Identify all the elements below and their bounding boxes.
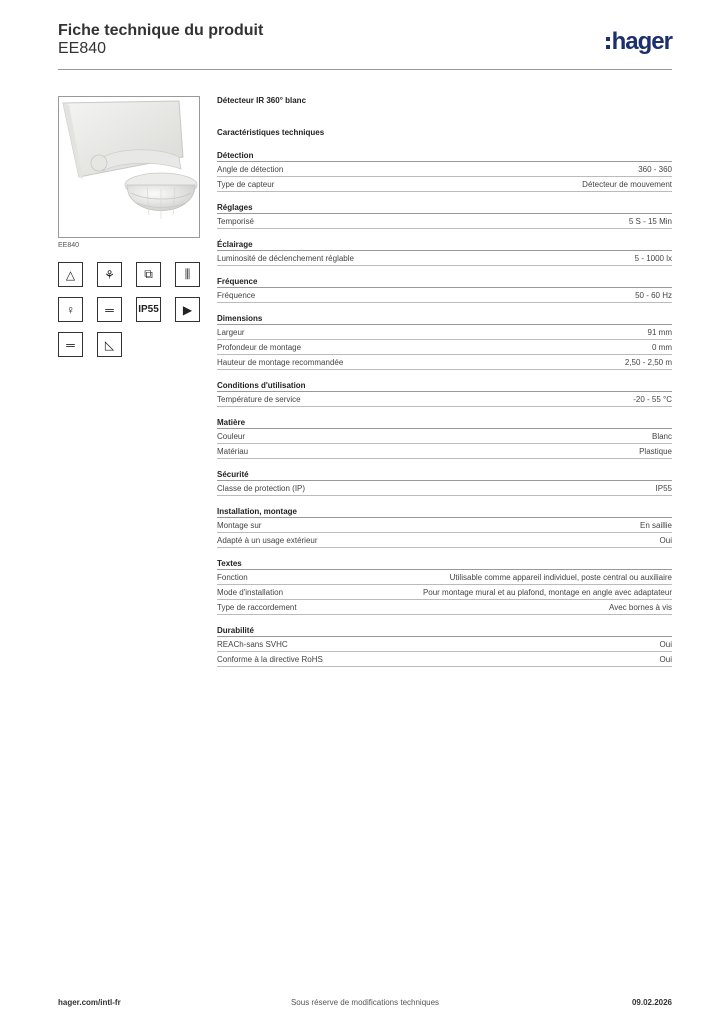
spec-label: Conforme à la directive RoHS: [217, 655, 323, 664]
spec-row: [217, 518, 672, 533]
section-title: Conditions d'utilisation: [217, 379, 672, 392]
section-title: Réglages: [217, 201, 672, 214]
spec-section: [217, 416, 672, 459]
product-image: [58, 96, 200, 238]
spec-sections: [217, 149, 672, 667]
section-title: Éclairage: [217, 238, 672, 251]
document-title: Fiche technique du produit: [58, 22, 264, 39]
spec-row: [217, 637, 672, 652]
spec-label: Angle de détection: [217, 165, 284, 174]
spec-label: Mode d'installation: [217, 588, 284, 597]
spec-value: Plastique: [639, 447, 672, 456]
spec-section: [217, 379, 672, 407]
spec-row: [217, 214, 672, 229]
spec-content: [217, 96, 672, 667]
spec-row: [217, 251, 672, 266]
spec-value: Oui: [659, 655, 672, 664]
tube-lamp-icon: ═: [97, 297, 122, 322]
spec-value: 91 mm: [647, 328, 672, 337]
spec-value: Oui: [659, 536, 672, 545]
spec-row: [217, 177, 672, 192]
spec-row: [217, 481, 672, 496]
spec-section: [217, 505, 672, 548]
spec-row: [217, 652, 672, 667]
spec-label: Temporisé: [217, 217, 254, 226]
logo-mark-icon: [606, 33, 610, 51]
spec-value: 5 - 1000 lx: [634, 254, 672, 263]
hager-logo: [606, 28, 672, 56]
fluorescent-tube-icon: ═: [58, 332, 83, 357]
spec-row: [217, 585, 672, 600]
spec-section: [217, 624, 672, 667]
section-title: Fréquence: [217, 275, 672, 288]
spec-row: [217, 325, 672, 340]
spec-row: [217, 600, 672, 615]
section-title: Installation, montage: [217, 505, 672, 518]
spec-value: Oui: [659, 640, 672, 649]
section-title: Détection: [217, 149, 672, 162]
spec-section: [217, 275, 672, 303]
section-title: Matière: [217, 416, 672, 429]
section-title: Dimensions: [217, 312, 672, 325]
spec-label: Type de raccordement: [217, 603, 297, 612]
spec-row: [217, 570, 672, 585]
spec-label: Classe de protection (IP): [217, 484, 306, 493]
spec-label: Profondeur de montage: [217, 343, 302, 352]
spec-heading: Caractéristiques techniques: [217, 128, 325, 137]
spec-value: Avec bornes à vis: [609, 603, 672, 612]
image-caption: EE840: [58, 242, 80, 249]
spec-row: [217, 162, 672, 177]
spec-row: [217, 533, 672, 548]
spec-label: Hauteur de montage recommandée: [217, 358, 344, 367]
spec-row: [217, 288, 672, 303]
spec-label: Couleur: [217, 432, 246, 441]
spec-label: Adapté à un usage extérieur: [217, 536, 318, 545]
bulb-socket-icon: ⚘: [97, 262, 122, 287]
spec-section: [217, 557, 672, 615]
motion-detector-icon: ⧉: [136, 262, 161, 287]
motion-detector-illustration: [59, 97, 200, 238]
fluorescent-lamp-icon: ⫼: [175, 262, 200, 287]
spec-value: 50 - 60 Hz: [635, 291, 672, 300]
spec-row: [217, 355, 672, 370]
wall-angle-mount-icon: ◺: [97, 332, 122, 357]
spec-row: [217, 340, 672, 355]
spec-section: [217, 238, 672, 266]
page-header: [58, 20, 672, 70]
spec-value: 5 S - 15 Min: [628, 217, 672, 226]
footer-disclaimer: Sous réserve de modifications techniques: [290, 998, 440, 1007]
spec-label: Type de capteur: [217, 180, 275, 189]
spec-value: Utilisable comme appareil individuel, poste central ou auxiliaire: [449, 573, 672, 582]
footer-date: 09.02.2026: [631, 998, 672, 1007]
spec-section: [217, 149, 672, 192]
section-title: Sécurité: [217, 468, 672, 481]
section-title: Textes: [217, 557, 672, 570]
ceiling-mount-icon: △: [58, 262, 83, 287]
spec-value: Pour montage mural et au plafond, montage en angle avec adaptateur: [422, 588, 672, 597]
spec-value: Détecteur de mouvement: [582, 180, 672, 189]
spec-row: [217, 444, 672, 459]
spec-value: Blanc: [651, 432, 672, 441]
spec-section: [217, 201, 672, 229]
spec-section: [217, 468, 672, 496]
spec-value: 2,50 - 2,50 m: [624, 358, 672, 367]
spec-value: -20 - 55 °C: [633, 395, 672, 404]
spec-label: Luminosité de déclenchement réglable: [217, 254, 354, 263]
section-title: Durabilité: [217, 624, 672, 637]
spec-row: [217, 392, 672, 407]
spec-label: Fréquence: [217, 291, 256, 300]
footer-website-link[interactable]: hager.com/intl-fr: [58, 998, 121, 1007]
spec-label: Largeur: [217, 328, 245, 337]
ip55-rating-badge: IP55: [136, 297, 161, 322]
product-code: EE840: [58, 40, 107, 57]
spec-value: 0 mm: [652, 343, 672, 352]
spec-label: Température de service: [217, 395, 301, 404]
spec-section: [217, 312, 672, 370]
spec-label: REACh-sans SVHC: [217, 640, 288, 649]
spec-row: [217, 429, 672, 444]
light-bulb-icon: ♀: [58, 297, 83, 322]
product-name: Détecteur IR 360° blanc: [217, 96, 307, 105]
spec-label: Fonction: [217, 573, 248, 582]
logo-text: hager: [611, 28, 672, 55]
spec-label: Montage sur: [217, 521, 262, 530]
spec-value: En saillie: [639, 521, 672, 530]
spec-value: IP55: [655, 484, 672, 493]
spec-label: Matériau: [217, 447, 249, 456]
spec-value: 360 - 360: [638, 165, 672, 174]
led-icon: ▶: [175, 297, 200, 322]
